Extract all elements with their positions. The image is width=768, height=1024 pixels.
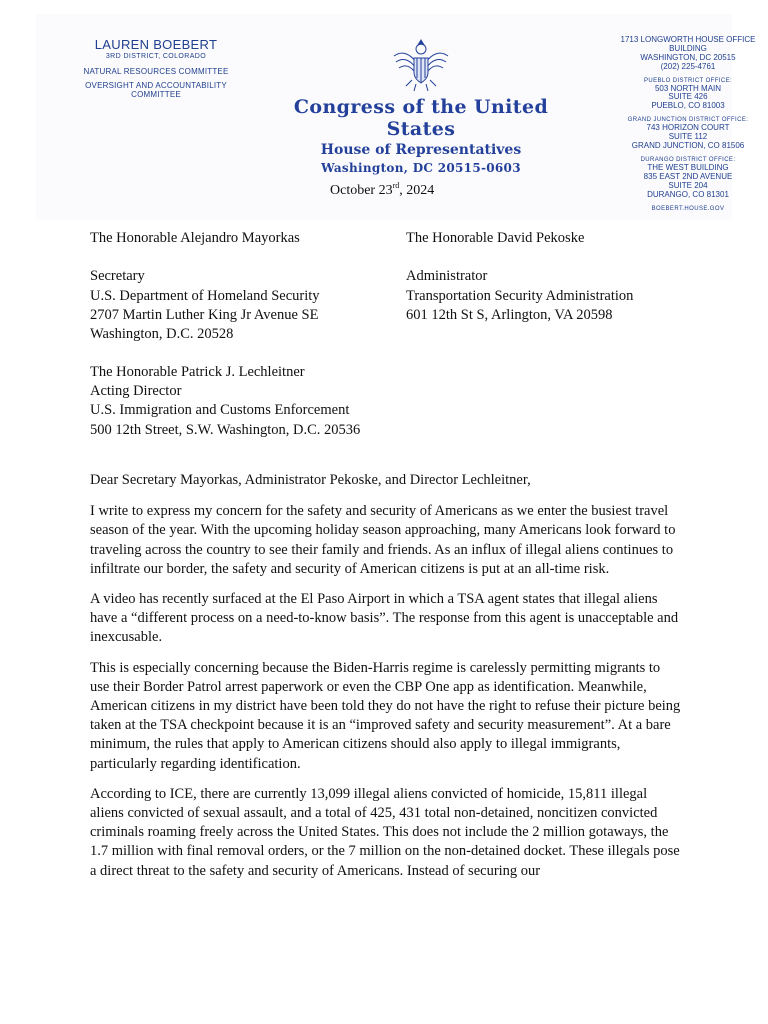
- recipient-lechleitner: [90, 363, 360, 440]
- dc-office-line: 1713 LONGWORTH HOUSE OFFICE BUILDING: [620, 35, 756, 53]
- dc-office-line: WASHINGTON, DC 20515: [640, 52, 736, 62]
- recipient-line: Administrator: [406, 268, 488, 285]
- date-ordinal: rd: [392, 181, 400, 190]
- recipient-line: Secretary: [90, 268, 145, 285]
- office-line: GRAND JUNCTION, CO 81506: [631, 141, 745, 151]
- member-district: 3RD DISTRICT, COLORADO: [105, 52, 207, 60]
- eagle-seal-icon: [390, 36, 452, 94]
- body-paragraph: According to ICE, there are currently 13,099 illegal aliens convicted of homicide, 15,811 illegal aliens convicted of sexual assault, and a total of 425, 431 total non-detained, noncitizen convicted criminals roaming freely across the United States. This does not include the 2 million gotaways, the 1.7 million with final removal orders, or the 7 million on the non-detained docket. These illegals pose a direct threat to the safety and security of Americans. Instead of securing our: [90, 785, 680, 879]
- pueblo-office: [608, 78, 768, 112]
- committee-natural-resources: NATURAL RESOURCES COMMITTEE: [83, 66, 229, 76]
- committee-oversight: OVERSIGHT AND ACCOUNTABILITY COMMITTEE: [85, 81, 227, 99]
- website-link[interactable]: BOEBERT.HOUSE.GOV: [651, 205, 725, 212]
- office-label: DURANGO DISTRICT OFFICE:: [640, 156, 736, 163]
- recipient-line: 601 12th St S, Arlington, VA 20598: [406, 306, 613, 323]
- body-paragraph: A video has recently surfaced at the El Paso Airport in which a TSA agent states that illegal aliens have a “different process on a need-to-know basis”. The response from this agent is unacceptable and inexcusable.: [90, 591, 679, 646]
- recipient-line: [406, 248, 633, 267]
- recipient-pekoske: [406, 229, 633, 325]
- office-line: PUEBLO, CO 81003: [651, 101, 725, 111]
- body-paragraph: I write to express my concern for the safety and security of Americans as we enter the busiest travel season of the year. With the upcoming holiday season approaching, many Americans look forward to traveling across the country to see their family and friends. As an influx of illegal aliens continues to infiltrate our border, the safety and security of American citizens is put at an all-time risk.: [90, 503, 676, 577]
- office-line: 743 HORIZON COURT: [646, 123, 730, 133]
- recipient-line: [90, 248, 320, 267]
- office-line: THE WEST BUILDING: [647, 162, 729, 172]
- house-title: House of Representatives: [320, 142, 522, 158]
- date-text: October 23: [330, 183, 393, 198]
- office-line: SUITE 426: [668, 92, 708, 102]
- office-line: 503 NORTH MAIN: [654, 83, 722, 93]
- congress-title: Congress of the United States: [293, 96, 549, 140]
- congress-address: Washington, DC 20515-0603: [321, 161, 521, 175]
- member-block: [76, 38, 236, 99]
- office-line: DURANGO, CO 81301: [647, 189, 729, 199]
- grand-junction-office: [608, 117, 768, 151]
- dc-office-phone: (202) 225-4761: [660, 61, 716, 71]
- member-name: LAUREN BOEBERT: [94, 37, 218, 52]
- recipient-line: Washington, D.C. 20528: [90, 326, 234, 342]
- office-label: GRAND JUNCTION DISTRICT OFFICE:: [627, 117, 749, 124]
- recipient-line: Acting Director: [90, 383, 182, 400]
- dc-office: [608, 36, 768, 72]
- offices-block: [608, 36, 768, 212]
- recipient-line: Transportation Security Administration: [406, 287, 634, 304]
- letter-body: [90, 471, 682, 892]
- office-label: PUEBLO DISTRICT OFFICE:: [643, 77, 733, 84]
- office-line: SUITE 112: [668, 132, 708, 142]
- recipient-line: 500 12th Street, S.W. Washington, D.C. 20536: [90, 421, 361, 438]
- recipient-line: The Honorable Patrick J. Lechleitner: [90, 364, 305, 380]
- office-line: SUITE 204: [668, 180, 708, 190]
- durango-office: [608, 157, 768, 200]
- recipient-mayorkas: [90, 229, 320, 344]
- recipient-line: U.S. Immigration and Customs Enforcement: [90, 402, 350, 419]
- recipient-line: 2707 Martin Luther King Jr Avenue SE: [90, 306, 319, 323]
- date-year: , 2024: [399, 183, 435, 198]
- recipient-line: The Honorable Alejandro Mayorkas: [90, 230, 300, 246]
- recipient-line: U.S. Department of Homeland Security: [90, 287, 320, 304]
- office-line: 835 EAST 2ND AVENUE: [643, 171, 733, 181]
- body-paragraph: This is especially concerning because the Biden-Harris regime is carelessly permitting migrants to use their Border Patrol arrest paperwork or even the CBP One app as identification. Meanwhile, American citizens in my district have been told they do not have the right to refuse their picture being taken at the TSA checkpoint because it is an “improved safety and security measurement”. At a bare minimum, the rules that apply to American citizens should also apply to illegal immigrants, particularly regarding identification.: [90, 659, 681, 772]
- recipient-line: The Honorable David Pekoske: [406, 230, 585, 246]
- congress-heading: [268, 36, 574, 175]
- letter-date: [330, 181, 434, 199]
- salutation: Dear Secretary Mayorkas, Administrator Pekoske, and Director Lechleitner,: [90, 472, 531, 488]
